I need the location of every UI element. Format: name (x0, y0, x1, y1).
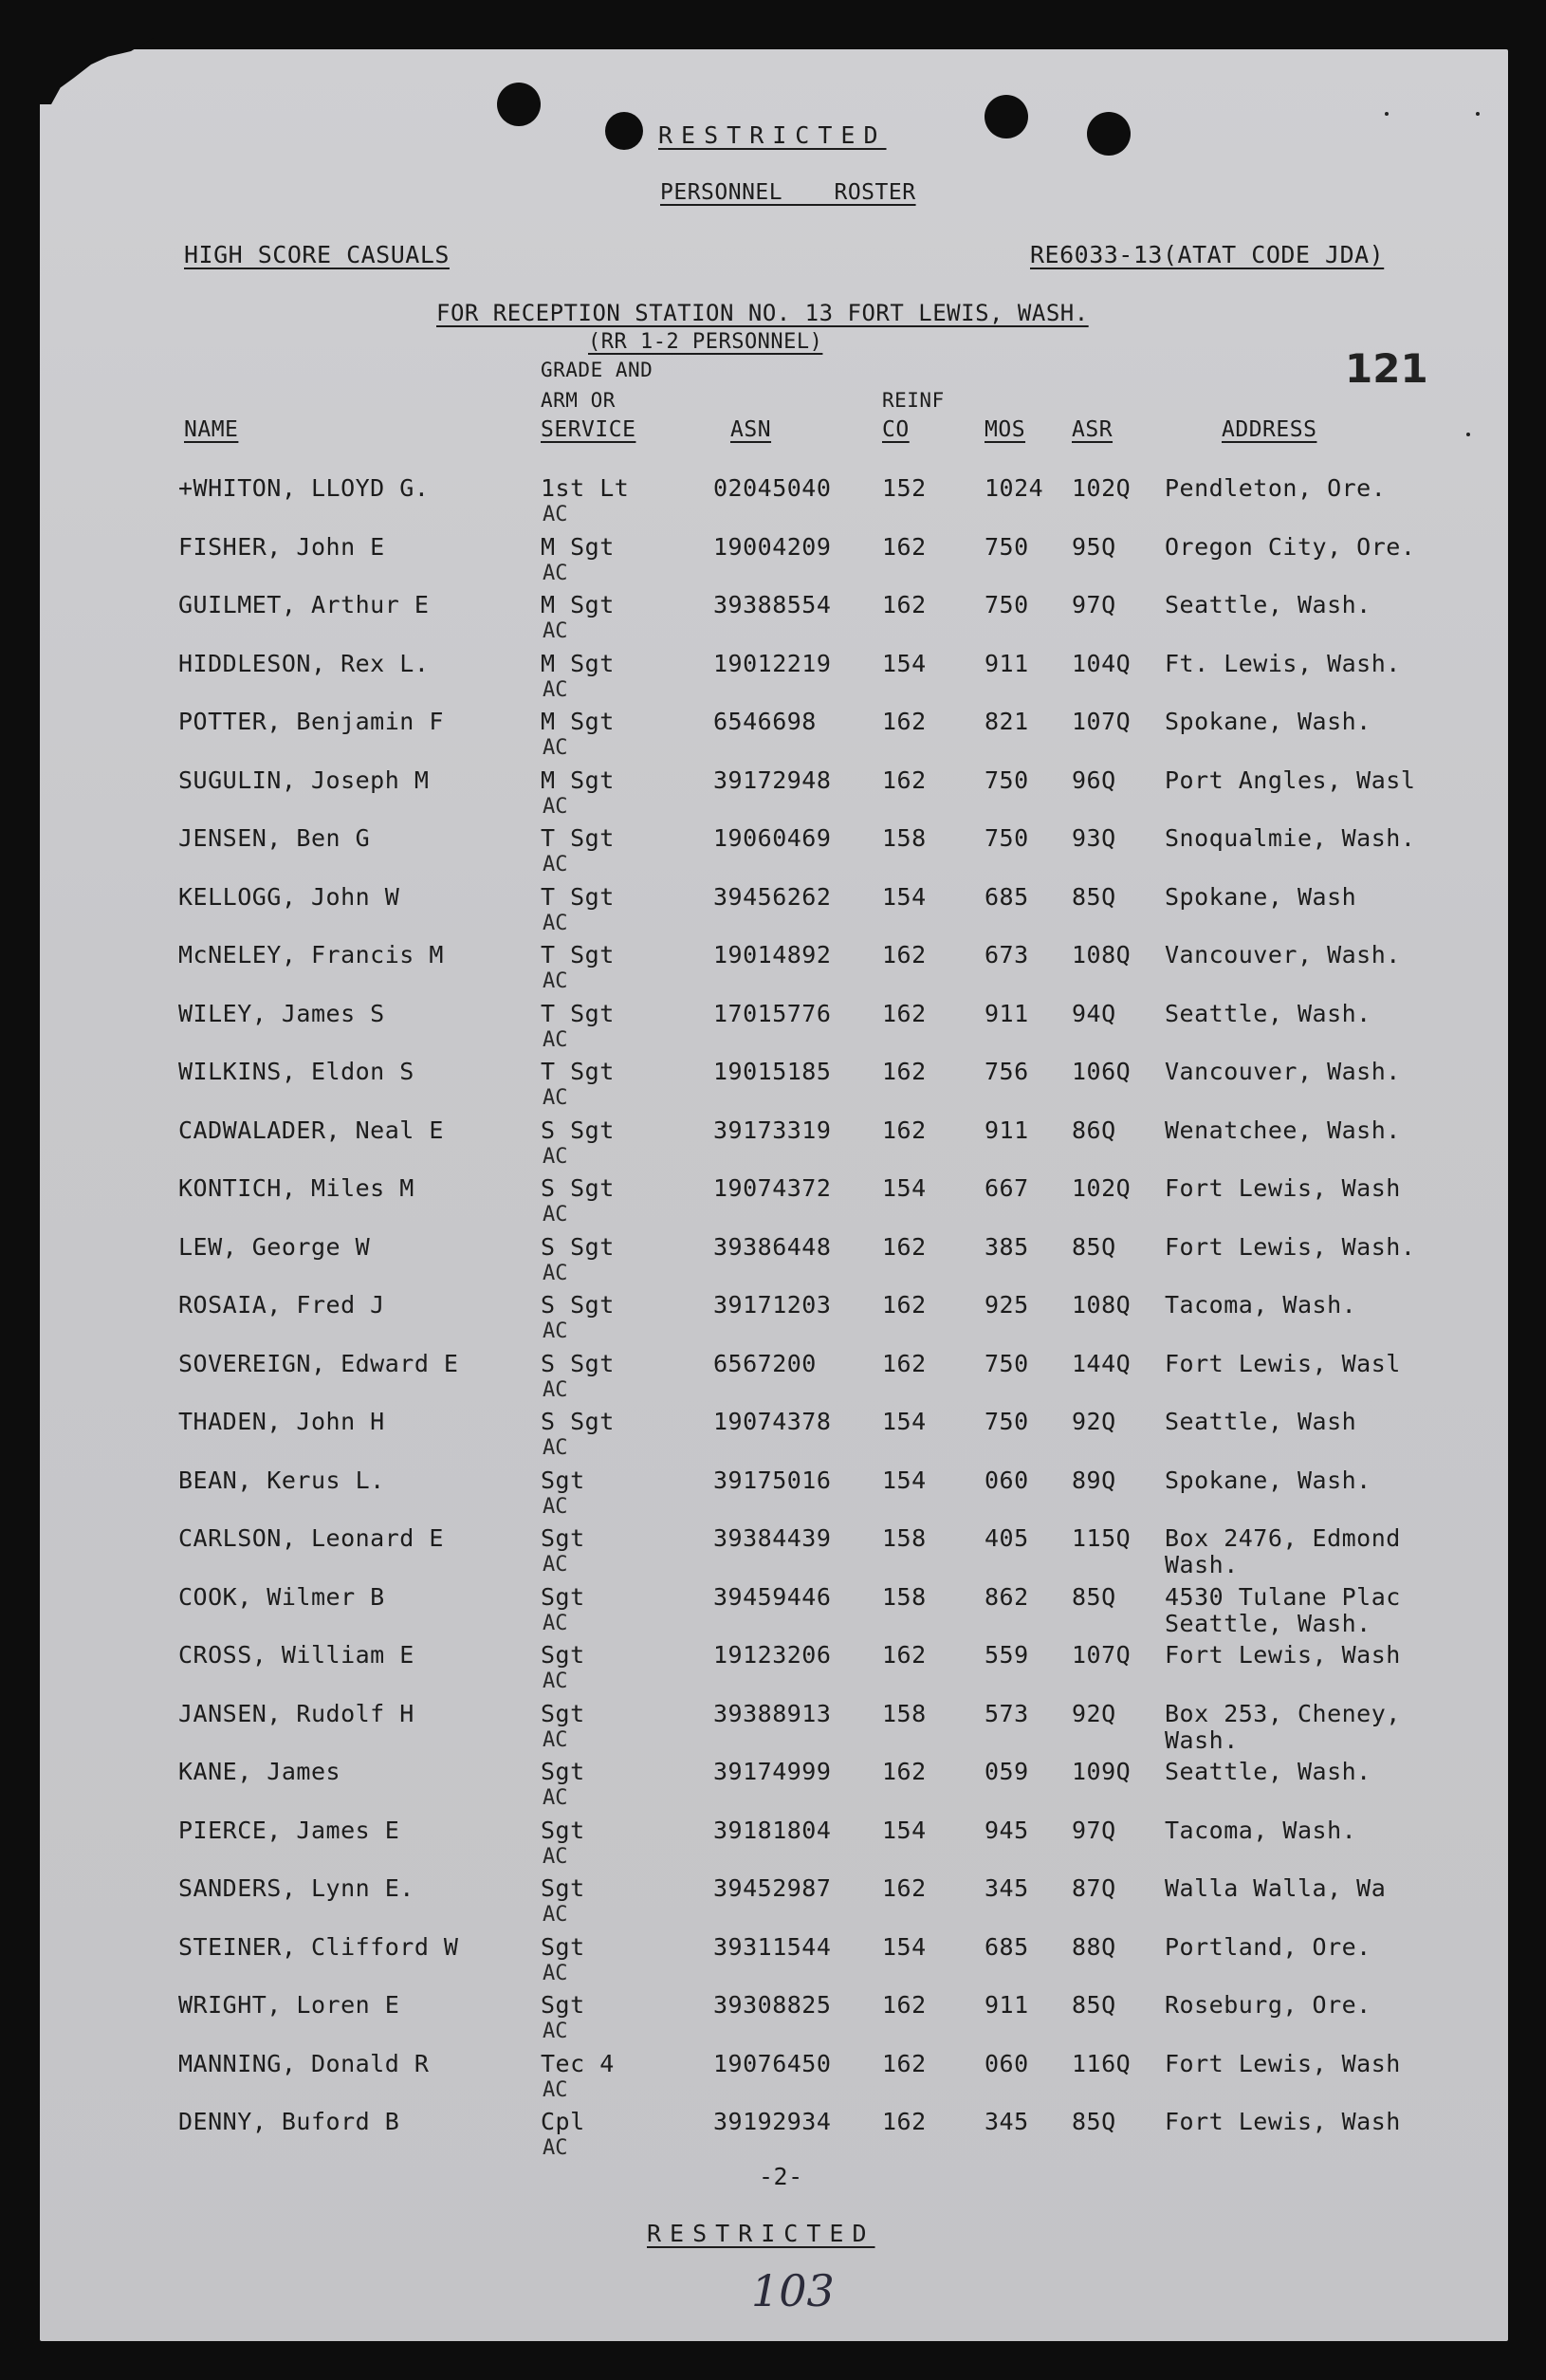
row-mos: 862 (985, 1582, 1029, 1611)
row-mos: 750 (985, 1349, 1029, 1377)
row-mos: 385 (985, 1232, 1029, 1261)
row-name: BEAN, Kerus L. (178, 1466, 385, 1494)
row-asn: 19060469 (713, 824, 832, 852)
row-grade: Sgt (541, 1816, 585, 1844)
restricted-header: RESTRICTED (658, 121, 887, 149)
row-mos: 559 (985, 1641, 1029, 1669)
col-asn: ASN (730, 417, 772, 442)
row-grade: S Sgt (541, 1174, 615, 1202)
row-arm: AC (543, 1377, 568, 1402)
row-asn: 39384439 (713, 1524, 832, 1552)
row-mos: 750 (985, 766, 1029, 794)
row-asr: 144Q (1072, 1349, 1132, 1377)
row-arm: AC (543, 969, 568, 993)
row-reinf-co: 152 (882, 474, 927, 502)
row-grade: T Sgt (541, 824, 615, 852)
row-name: HIDDLESON, Rex L. (178, 649, 430, 677)
col-name: NAME (184, 417, 239, 442)
row-address: Box 2476, Edmond (1165, 1524, 1401, 1552)
row-arm: AC (543, 1786, 568, 1810)
row-arm: AC (543, 2020, 568, 2043)
col-asr: ASR (1072, 417, 1113, 442)
row-asn: 19014892 (713, 941, 832, 969)
row-address-line2: Seattle, Wash. (1165, 1609, 1371, 1637)
row-mos: 925 (985, 1291, 1029, 1319)
row-arm: AC (543, 677, 568, 702)
row-address: Spokane, Wash (1165, 882, 1357, 911)
row-asr: 104Q (1072, 649, 1132, 677)
row-mos: 685 (985, 1932, 1029, 1961)
left-title: HIGH SCORE CASUALS (184, 241, 450, 268)
row-name: FISHER, John E (178, 532, 385, 561)
row-name: STEINER, Clifford W (178, 1932, 459, 1961)
row-name: McNELEY, Francis M (178, 941, 444, 969)
row-arm: AC (543, 1844, 568, 1869)
row-asn: 39172948 (713, 766, 832, 794)
row-address-line2: Wash. (1165, 1725, 1239, 1754)
row-mos: 673 (985, 941, 1029, 969)
row-grade: Sgt (541, 1991, 585, 2019)
row-address: Tacoma, Wash. (1165, 1291, 1357, 1319)
row-grade: T Sgt (541, 999, 615, 1027)
row-asr: 85Q (1072, 1991, 1116, 2019)
row-grade: T Sgt (541, 1058, 615, 1085)
row-address-line2: Wash. (1165, 1551, 1239, 1578)
row-reinf-co: 162 (882, 591, 927, 618)
row-mos: 750 (985, 591, 1029, 618)
right-code: RE6033-13(ATAT CODE JDA) (1030, 241, 1385, 268)
col-address: ADDRESS (1222, 417, 1317, 442)
row-asn: 39311544 (713, 1932, 832, 1961)
row-asn: 6567200 (713, 1349, 817, 1377)
punch-hole-center-right (985, 95, 1028, 138)
row-reinf-co: 162 (882, 2108, 927, 2135)
row-arm: AC (543, 1319, 568, 1343)
row-reinf-co: 154 (882, 1466, 927, 1494)
row-name: SUGULIN, Joseph M (178, 766, 430, 794)
handwritten-page-number: 103 (751, 2265, 835, 2316)
row-address: Pendleton, Ore. (1165, 474, 1387, 502)
row-reinf-co: 154 (882, 1932, 927, 1961)
row-asn: 39308825 (713, 1991, 832, 2019)
row-address: Spokane, Wash. (1165, 708, 1371, 735)
row-asn: 6546698 (713, 708, 817, 735)
row-asr: 93Q (1072, 824, 1116, 852)
row-grade: S Sgt (541, 1116, 615, 1144)
row-mos: 405 (985, 1524, 1029, 1552)
row-asr: 102Q (1072, 1174, 1132, 1202)
row-grade: Tec 4 (541, 2049, 615, 2077)
row-asn: 39175016 (713, 1466, 832, 1494)
row-grade: Sgt (541, 1524, 585, 1552)
row-asn: 39173319 (713, 1116, 832, 1144)
row-mos: 750 (985, 1408, 1029, 1435)
row-reinf-co: 162 (882, 766, 927, 794)
roster-title: PERSONNEL ROSTER (660, 180, 916, 205)
row-grade: M Sgt (541, 532, 615, 561)
row-arm: AC (543, 794, 568, 819)
row-arm: AC (543, 1494, 568, 1519)
row-reinf-co: 162 (882, 708, 927, 735)
speck (1476, 112, 1480, 116)
row-mos: 911 (985, 1991, 1029, 2019)
row-asr: 88Q (1072, 1932, 1116, 1961)
row-mos: 060 (985, 1466, 1029, 1494)
row-reinf-co: 162 (882, 1232, 927, 1261)
row-name: KANE, James (178, 1758, 341, 1785)
row-arm: AC (543, 2077, 568, 2102)
row-arm: AC (543, 1086, 568, 1110)
row-address: Fort Lewis, Wasl (1165, 1349, 1401, 1377)
row-reinf-co: 162 (882, 1058, 927, 1085)
row-arm: AC (543, 503, 568, 526)
row-mos: 573 (985, 1699, 1029, 1727)
row-grade: Sgt (541, 1874, 585, 1902)
row-asr: 107Q (1072, 1641, 1132, 1669)
row-name: WRIGHT, Loren E (178, 1991, 400, 2019)
row-reinf-co: 162 (882, 1641, 927, 1669)
row-address: Vancouver, Wash. (1165, 941, 1401, 969)
row-address: Ft. Lewis, Wash. (1165, 649, 1401, 677)
row-grade: T Sgt (541, 882, 615, 911)
row-grade: Sgt (541, 1466, 585, 1494)
row-grade: Cpl (541, 2108, 585, 2135)
row-asn: 19012219 (713, 649, 832, 677)
row-name: SOVEREIGN, Edward E (178, 1349, 459, 1377)
row-arm: AC (543, 619, 568, 643)
row-grade: Sgt (541, 1932, 585, 1961)
row-asn: 17015776 (713, 999, 832, 1027)
row-mos: 685 (985, 882, 1029, 911)
row-reinf-co: 154 (882, 1408, 927, 1435)
row-asn: 39452987 (713, 1874, 832, 1902)
row-arm: AC (543, 1203, 568, 1227)
punch-hole-right (1087, 112, 1131, 156)
row-address: Tacoma, Wash. (1165, 1816, 1357, 1844)
row-arm: AC (543, 1261, 568, 1285)
row-name: JENSEN, Ben G (178, 824, 371, 852)
row-name: KONTICH, Miles M (178, 1174, 414, 1202)
row-asn: 39456262 (713, 882, 832, 911)
row-reinf-co: 162 (882, 1991, 927, 2019)
row-asr: 94Q (1072, 999, 1116, 1027)
row-name: JANSEN, Rudolf H (178, 1699, 414, 1727)
row-asr: 97Q (1072, 591, 1116, 618)
col-reinf-line2: CO (882, 417, 910, 442)
speck (1385, 112, 1389, 116)
row-mos: 750 (985, 532, 1029, 561)
row-address: Fort Lewis, Wash (1165, 2049, 1401, 2077)
row-asr: 96Q (1072, 766, 1116, 794)
row-asr: 106Q (1072, 1058, 1132, 1085)
row-reinf-co: 162 (882, 532, 927, 561)
col-grade-line3: SERVICE (541, 417, 636, 442)
row-asr: 102Q (1072, 474, 1132, 502)
row-name: WILKINS, Eldon S (178, 1058, 414, 1085)
row-name: KELLOGG, John W (178, 882, 400, 911)
row-grade: S Sgt (541, 1349, 615, 1377)
row-asr: 116Q (1072, 2049, 1132, 2077)
row-asn: 39388554 (713, 591, 832, 618)
row-asr: 85Q (1072, 1232, 1116, 1261)
row-asr: 97Q (1072, 1816, 1116, 1844)
row-asr: 92Q (1072, 1408, 1116, 1435)
row-asn: 19074378 (713, 1408, 832, 1435)
row-arm: AC (543, 1961, 568, 1985)
row-reinf-co: 162 (882, 941, 927, 969)
row-arm: AC (543, 1670, 568, 1693)
row-mos: 821 (985, 708, 1029, 735)
row-arm: AC (543, 1553, 568, 1577)
row-asn: 19004209 (713, 532, 832, 561)
row-grade: M Sgt (541, 766, 615, 794)
row-asr: 107Q (1072, 708, 1132, 735)
row-mos: 345 (985, 1874, 1029, 1902)
row-address: Oregon City, Ore. (1165, 532, 1416, 561)
row-grade: M Sgt (541, 708, 615, 735)
row-arm: AC (543, 911, 568, 935)
row-grade: S Sgt (541, 1232, 615, 1261)
row-asr: 85Q (1072, 2108, 1116, 2135)
row-arm: AC (543, 1611, 568, 1635)
row-asr: 115Q (1072, 1524, 1132, 1552)
row-arm: AC (543, 736, 568, 760)
row-asn: 39388913 (713, 1699, 832, 1727)
row-grade: S Sgt (541, 1291, 615, 1319)
row-asn: 19076450 (713, 2049, 832, 2077)
row-asn: 39459446 (713, 1582, 832, 1611)
col-grade-line2: ARM OR (541, 389, 616, 412)
row-address: Port Angles, Wasl (1165, 766, 1416, 794)
station-line: FOR RECEPTION STATION NO. 13 FORT LEWIS, WASH. (436, 300, 1089, 326)
col-grade-line1: GRADE AND (541, 359, 653, 381)
row-arm: AC (543, 1903, 568, 1927)
row-asn: 02045040 (713, 474, 832, 502)
row-asn: 39174999 (713, 1758, 832, 1785)
sub-line: (RR 1-2 PERSONNEL) (588, 330, 823, 354)
punch-hole-left (497, 83, 541, 126)
row-address: Fort Lewis, Wash. (1165, 1232, 1416, 1261)
row-arm: AC (543, 2136, 568, 2160)
row-name: CARLSON, Leonard E (178, 1524, 444, 1552)
row-asr: 95Q (1072, 532, 1116, 561)
col-reinf-line1: REINF (882, 389, 945, 412)
row-mos: 756 (985, 1058, 1029, 1085)
row-name: THADEN, John H (178, 1408, 385, 1435)
row-address: Wenatchee, Wash. (1165, 1116, 1401, 1144)
row-arm: AC (543, 1027, 568, 1052)
row-grade: S Sgt (541, 1408, 615, 1435)
row-grade: M Sgt (541, 591, 615, 618)
row-reinf-co: 154 (882, 1816, 927, 1844)
row-reinf-co: 162 (882, 1874, 927, 1902)
row-asr: 89Q (1072, 1466, 1116, 1494)
row-mos: 060 (985, 2049, 1029, 2077)
row-name: SANDERS, Lynn E. (178, 1874, 414, 1902)
row-arm: AC (543, 1727, 568, 1752)
row-asr: 87Q (1072, 1874, 1116, 1902)
row-asn: 39181804 (713, 1816, 832, 1844)
row-name: CROSS, William E (178, 1641, 414, 1669)
row-asn: 19123206 (713, 1641, 832, 1669)
row-arm: AC (543, 1436, 568, 1460)
row-grade: Sgt (541, 1699, 585, 1727)
row-name: COOK, Wilmer B (178, 1582, 385, 1611)
row-address: Seattle, Wash. (1165, 591, 1371, 618)
row-mos: 750 (985, 824, 1029, 852)
row-reinf-co: 158 (882, 1524, 927, 1552)
row-asn: 19015185 (713, 1058, 832, 1085)
row-address: Vancouver, Wash. (1165, 1058, 1401, 1085)
row-grade: T Sgt (541, 941, 615, 969)
row-reinf-co: 162 (882, 2049, 927, 2077)
row-asr: 108Q (1072, 941, 1132, 969)
row-grade: Sgt (541, 1641, 585, 1669)
row-arm: AC (543, 1144, 568, 1169)
row-grade: 1st Lt (541, 474, 630, 502)
row-address: Snoqualmie, Wash. (1165, 824, 1416, 852)
row-name: PIERCE, James E (178, 1816, 400, 1844)
row-reinf-co: 162 (882, 1349, 927, 1377)
row-asn: 39386448 (713, 1232, 832, 1261)
row-arm: AC (543, 853, 568, 876)
row-mos: 667 (985, 1174, 1029, 1202)
row-asr: 109Q (1072, 1758, 1132, 1785)
row-mos: 945 (985, 1816, 1029, 1844)
row-address: Portland, Ore. (1165, 1932, 1371, 1961)
row-address: Walla Walla, Wa (1165, 1874, 1387, 1902)
row-asr: 108Q (1072, 1291, 1132, 1319)
row-name: DENNY, Buford B (178, 2108, 400, 2135)
punch-hole-center-left (605, 112, 643, 150)
row-asn: 39192934 (713, 2108, 832, 2135)
row-address: Seattle, Wash (1165, 1408, 1357, 1435)
row-address: Fort Lewis, Wash (1165, 2108, 1401, 2135)
row-address: Fort Lewis, Wash (1165, 1641, 1401, 1669)
row-reinf-co: 154 (882, 882, 927, 911)
row-asr: 86Q (1072, 1116, 1116, 1144)
page-number: -2- (759, 2163, 803, 2190)
row-name: POTTER, Benjamin F (178, 708, 444, 735)
row-name: ROSAIA, Fred J (178, 1291, 385, 1319)
row-asn: 39171203 (713, 1291, 832, 1319)
row-grade: Sgt (541, 1758, 585, 1785)
row-asr: 85Q (1072, 1582, 1116, 1611)
row-grade: M Sgt (541, 649, 615, 677)
handwritten-number: 121 (1345, 345, 1428, 392)
row-address: 4530 Tulane Plac (1165, 1582, 1401, 1611)
row-mos: 911 (985, 999, 1029, 1027)
row-mos: 911 (985, 649, 1029, 677)
row-reinf-co: 154 (882, 1174, 927, 1202)
row-grade: Sgt (541, 1582, 585, 1611)
row-reinf-co: 158 (882, 1699, 927, 1727)
row-name: MANNING, Donald R (178, 2049, 430, 2077)
row-arm: AC (543, 561, 568, 585)
row-address: Spokane, Wash. (1165, 1466, 1371, 1494)
row-address: Seattle, Wash. (1165, 1758, 1371, 1785)
row-name: CADWALADER, Neal E (178, 1116, 444, 1144)
row-reinf-co: 158 (882, 824, 927, 852)
row-address: Seattle, Wash. (1165, 999, 1371, 1027)
row-reinf-co: 162 (882, 1116, 927, 1144)
row-asn: 19074372 (713, 1174, 832, 1202)
col-mos: MOS (985, 417, 1026, 442)
speck (1466, 433, 1470, 436)
row-reinf-co: 158 (882, 1582, 927, 1611)
row-name: GUILMET, Arthur E (178, 591, 430, 618)
row-name: +WHITON, LLOYD G. (178, 474, 430, 502)
row-address: Roseburg, Ore. (1165, 1991, 1371, 2019)
row-asr: 92Q (1072, 1699, 1116, 1727)
row-mos: 059 (985, 1758, 1029, 1785)
row-mos: 345 (985, 2108, 1029, 2135)
row-reinf-co: 162 (882, 999, 927, 1027)
row-name: WILEY, James S (178, 999, 385, 1027)
row-asr: 85Q (1072, 882, 1116, 911)
row-reinf-co: 162 (882, 1291, 927, 1319)
row-mos: 911 (985, 1116, 1029, 1144)
row-name: LEW, George W (178, 1232, 371, 1261)
row-reinf-co: 154 (882, 649, 927, 677)
row-reinf-co: 162 (882, 1758, 927, 1785)
restricted-footer: RESTRICTED (647, 2220, 875, 2247)
row-mos: 1024 (985, 474, 1044, 502)
row-address: Box 253, Cheney, (1165, 1699, 1401, 1727)
row-address: Fort Lewis, Wash (1165, 1174, 1401, 1202)
